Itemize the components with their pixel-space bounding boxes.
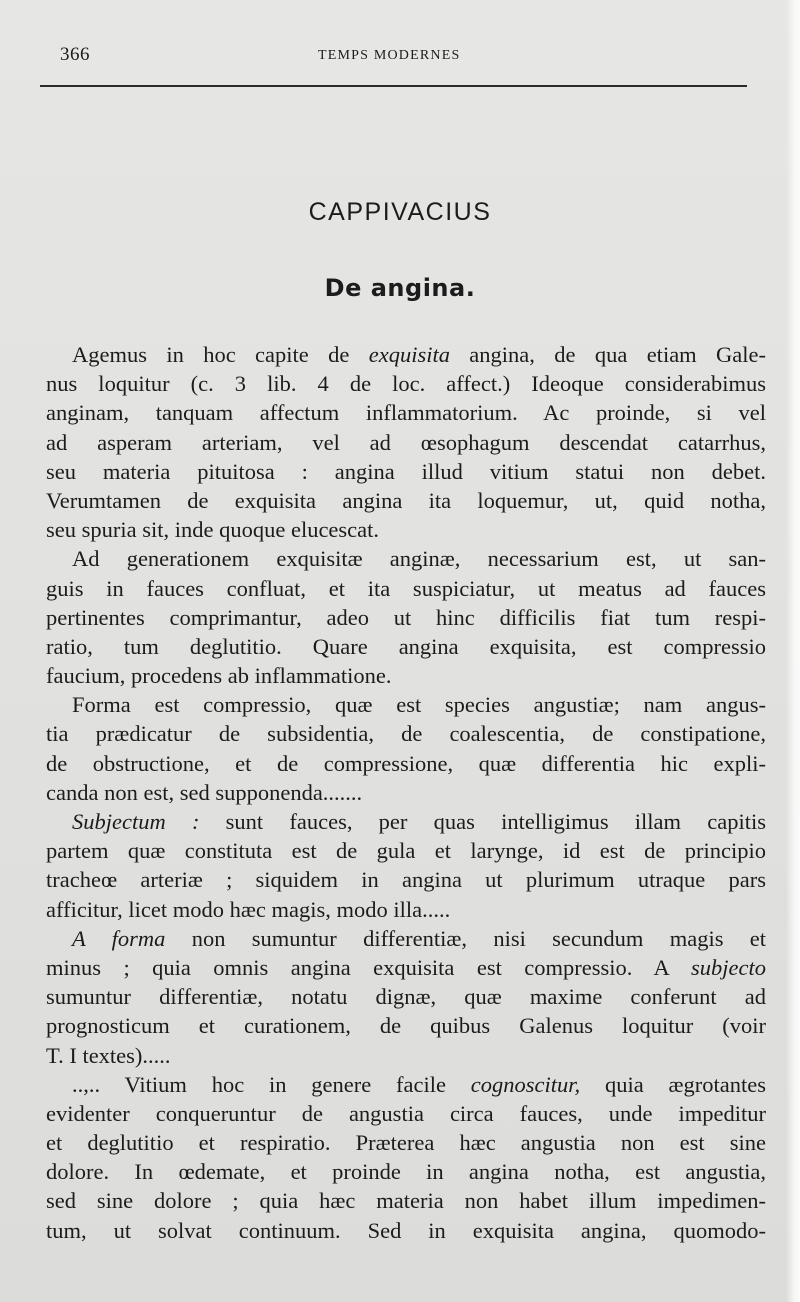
text-line: sumuntur differentiæ, notatu dignæ, quæ maxime conferunt ad bbox=[46, 984, 766, 1010]
page-edge bbox=[786, 0, 800, 1302]
text-line: seu spuria sit, inde quoque elucescat. bbox=[46, 517, 380, 543]
text-line: seu materia pituitosa : angina illud vitium statui non debet. bbox=[46, 458, 766, 484]
text-line: guis in fauces confluat, et ita suspiciatur, ut meatus ad fauces bbox=[46, 575, 766, 601]
text-line: A forma non sumuntur differentiæ, nisi secundum magis et bbox=[72, 925, 766, 951]
text-line: dolore. In œdemate, et proinde in angina notha, est angustia, bbox=[46, 1159, 766, 1185]
chapter-title: CAPPIVACIUS bbox=[308, 198, 492, 226]
text-line: minus ; quia omnis angina exquisita est compressio. A subjecto bbox=[46, 954, 766, 980]
text-line: de obstructione, et de compressione, quæ differentia hic expli- bbox=[46, 750, 766, 776]
text-line: canda non est, sed supponenda....... bbox=[46, 779, 363, 805]
text-line: pertinentes comprimantur, adeo ut hinc difficilis fiat tum respi- bbox=[46, 604, 766, 630]
body-text bbox=[46, 340, 766, 1245]
text-line: ..,.. Vitium hoc in genere facile cognoscitur, quia ægrotantes bbox=[72, 1071, 766, 1097]
text-line: T. I textes)..... bbox=[46, 1042, 171, 1068]
chapter-subtitle: De angina. bbox=[324, 274, 476, 302]
header-rule bbox=[40, 85, 747, 87]
text-line: anginam, tanquam affectum inflammatorium. Ac proinde, si vel bbox=[46, 400, 766, 426]
text-line: tia prædicatur de subsidentia, de coalescentia, de constipatione, bbox=[46, 721, 766, 747]
text-line: tum, ut solvat continuum. Sed in exquisita angina, quomodo- bbox=[46, 1217, 766, 1243]
text-line: prognosticum et curationem, de quibus Galenus loquitur (voir bbox=[46, 1013, 766, 1039]
text-line: sed sine dolore ; quia hæc materia non habet illum impedimen- bbox=[46, 1188, 766, 1214]
running-title: TEMPS MODERNES bbox=[318, 48, 461, 63]
text-line: tracheœ arteriæ ; siquidem in angina ut plurimum utraque pars bbox=[46, 867, 766, 893]
text-line: et deglutitio et respiratio. Præterea hæc angustia non est sine bbox=[46, 1130, 766, 1156]
text-line: afficitur, licet modo hæc magis, modo illa..... bbox=[46, 896, 451, 922]
text-line: faucium, procedens ab inflammatione. bbox=[46, 663, 392, 689]
text-line: Forma est compressio, quæ est species angustiæ; nam angus- bbox=[72, 692, 766, 718]
text-line: Agemus in hoc capite de exquisita angina, de qua etiam Gale- bbox=[72, 342, 766, 367]
text-line: Ad generationem exquisitæ anginæ, necessarium est, ut san- bbox=[72, 546, 766, 572]
text-line: partem quæ constituta est de gula et larynge, id est de principio bbox=[46, 838, 766, 864]
text-line: Subjectum : sunt fauces, per quas intelligimus illam capitis bbox=[72, 809, 766, 834]
running-head bbox=[60, 44, 740, 72]
page-number: 366 bbox=[60, 44, 90, 65]
text-line: Verumtamen de exquisita angina ita loquemur, ut, quid notha, bbox=[46, 487, 766, 513]
text-line: evidenter conqueruntur de angustia circa fauces, unde impeditur bbox=[46, 1100, 766, 1126]
text-line: nus loquitur (c. 3 lib. 4 de loc. affect.) Ideoque considerabimus bbox=[46, 371, 766, 397]
text-line: ratio, tum deglutitio. Quare angina exquisita, est compressio bbox=[46, 633, 766, 659]
text-line: ad asperam arteriam, vel ad œsophagum descendat catarrhus, bbox=[46, 429, 766, 455]
